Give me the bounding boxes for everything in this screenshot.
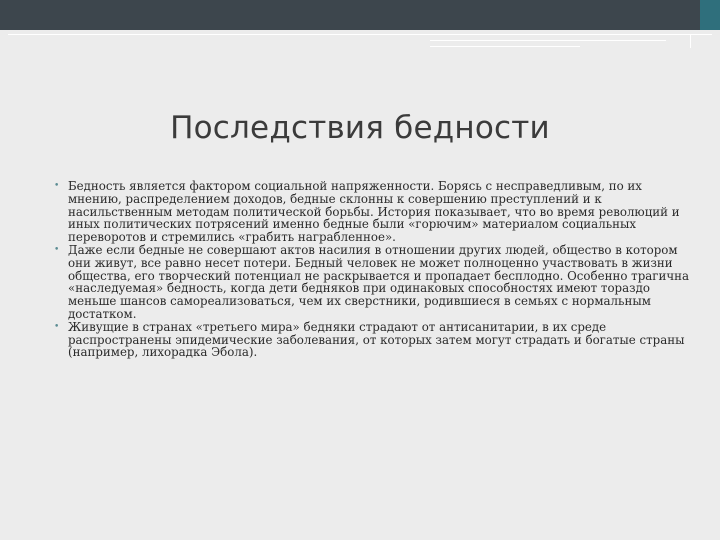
- decor-line: [430, 40, 666, 41]
- decor-line: [8, 34, 712, 35]
- slide-title: Последствия бедности: [170, 110, 550, 146]
- decor-line: [430, 46, 580, 47]
- list-item: [52, 180, 692, 244]
- bullet-text: Бедность является фактором социальной напряженности. Борясь с несправедливым, по их мнению, распределением доходов, бедные склонны к совершению преступлений и к насильственным методам политической борьбы. История показывает, что во время революций и иных политических потрясений именно бедные были «горючим» материалом социальных переворотов и стремились «грабить награбленное».: [68, 179, 680, 245]
- bullet-icon: •: [54, 181, 60, 191]
- bullet-icon: •: [54, 321, 60, 332]
- bullet-list: [52, 180, 692, 359]
- list-item: [52, 321, 692, 359]
- top-decor-bar: [0, 0, 700, 30]
- bullet-text: Живущие в странах «третьего мира» бедняки страдают от антисанитарии, в их среде распространены эпидемические заболевания, от которых затем могут страдать и богатые страны (например, лихорадка Эбола).: [68, 319, 685, 360]
- bullet-icon: •: [54, 244, 60, 255]
- list-item: [52, 244, 692, 321]
- bullet-text: Даже если бедные не совершают актов насилия в отношении других людей, общество в котором они живут, все равно несет потери. Бедный человек не может полноценно участвовать в жизни общества, его творческий потенциал не раскрывается и пропадает бесплодно. Особенно трагична «наследуемая» бедность, когда дети бедняков при одинаковых способностях имеют тораздо меньше шансов самореализоваться, чем их сверстники, родившиеся в семьях с нормальным достатком.: [68, 242, 690, 321]
- top-accent-bar: [700, 0, 720, 30]
- decor-line: [690, 34, 713, 48]
